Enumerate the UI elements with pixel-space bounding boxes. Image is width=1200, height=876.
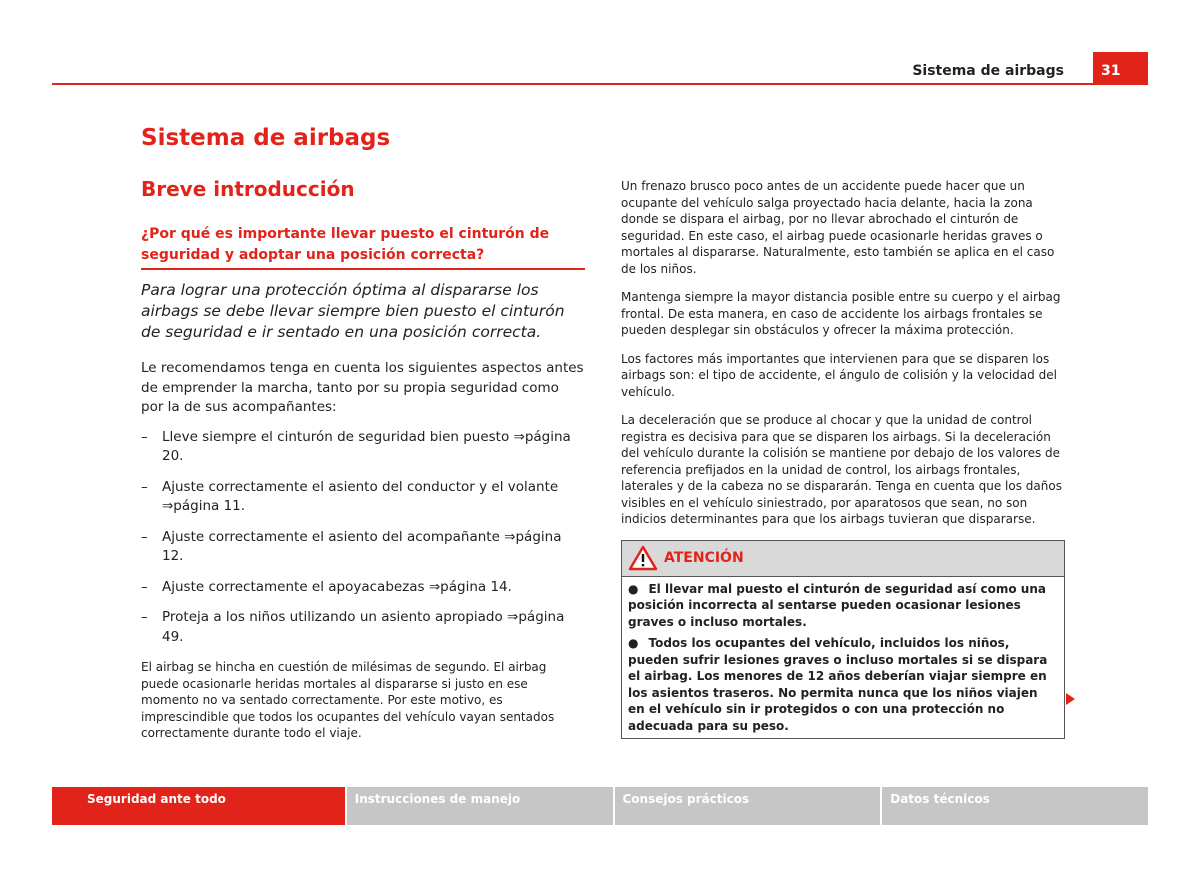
- bullet-dash: –: [141, 578, 148, 595]
- list-item: [141, 428, 585, 467]
- list-item-text[interactable]: Ajuste correctamente el apoyacabezas ⇒página 14.: [162, 578, 512, 595]
- warning-item: [628, 635, 1056, 734]
- checklist: [141, 428, 585, 648]
- chapter-title: Sistema de airbags: [141, 125, 391, 151]
- body-paragraph: Un frenazo brusco poco antes de un accidente puede hacer que un ocupante del vehículo salga proyectado hacia delante, hacia la zona donde se dispara el airbag, por no llevar abrochado el cinturón de seguridad. En este caso, el airbag puede ocasionarle heridas graves o mortales al dispararse. Naturalmente, esto también se aplica en el caso de los niños.: [621, 179, 1055, 276]
- tab-consejos[interactable]: Consejos prácticos: [615, 787, 881, 825]
- list-item: [141, 478, 585, 517]
- bullet-dash: –: [141, 528, 148, 545]
- list-item: [141, 578, 585, 598]
- warning-item-text: Todos los ocupantes del vehículo, incluidos los niños, pueden sufrir lesiones graves o incluso mortales si se dispara el airbag. Los menores de 12 años deberían viajar siempre en los asientos traseros. No permita nunca que los niños viajen en el vehículo sin ir protegidos o con una protección no adecuada para su peso.: [628, 636, 1048, 733]
- list-item: [141, 608, 585, 647]
- header-rule: [52, 83, 1148, 85]
- warning-header: [622, 541, 1064, 577]
- recommendation-paragraph: Le recomendamos tenga en cuenta los siguientes aspectos antes de emprender la marcha, tanto por su propia seguridad como por la de sus acompañantes:: [141, 360, 584, 415]
- tab-seguridad[interactable]: Seguridad ante todo: [52, 787, 345, 825]
- list-item-text[interactable]: Ajuste correctamente el asiento del acompañante ⇒página 12.: [162, 528, 562, 564]
- subsection-question: ¿Por qué es importante llevar puesto el cinturón de seguridad y adoptar una posición correcta?: [141, 224, 585, 270]
- warning-title: ATENCIÓN: [664, 550, 744, 566]
- bullet-dash: –: [141, 478, 148, 495]
- warning-item: [628, 581, 1056, 631]
- list-item: [141, 528, 585, 567]
- warning-bullet: ●: [628, 636, 639, 650]
- warning-body: [622, 577, 1064, 739]
- body-paragraph: Mantenga siempre la mayor distancia posible entre su cuerpo y el airbag frontal. De esta manera, en caso de accidente los airbags frontales se pueden desplegar sin obstáculos y ofrecer la máxima protección.: [621, 290, 1061, 337]
- footer-nav: [52, 787, 1148, 825]
- bullet-dash: –: [141, 428, 148, 445]
- body-paragraph: Los factores más importantes que intervienen para que se disparen los airbags son: el tipo de accidente, el ángulo de colisión y la velocidad del vehículo.: [621, 351, 1057, 399]
- warning-item-text: El llevar mal puesto el cinturón de seguridad así como una posición incorrecta al sentarse pueden ocasionar lesiones graves o incluso mortales.: [628, 581, 1046, 629]
- left-column: [141, 124, 585, 742]
- list-item-text[interactable]: Proteja a los niños utilizando un asiento apropiado ⇒página 49.: [162, 609, 565, 645]
- warning-bullet: ●: [628, 581, 639, 596]
- airbag-inflation-paragraph: El airbag se hincha en cuestión de milésimas de segundo. El airbag puede ocasionarle heridas mortales al dispararse si justo en ese momento no va sentado correctamente. Por este motivo, es imprescindible que todos los ocupantes del vehículo vayan sentados correctamente durante todo el viaje.: [141, 660, 555, 740]
- right-column: [621, 178, 1065, 739]
- list-item-text[interactable]: Lleve siempre el cinturón de seguridad bien puesto ⇒página 20.: [162, 428, 571, 464]
- continue-arrow-icon: [1066, 693, 1075, 705]
- list-item-text[interactable]: Ajuste correctamente el asiento del conductor y el volante ⇒página 11.: [162, 478, 559, 514]
- intro-text: Para lograr una protección óptima al dispararse los airbags se debe llevar siempre bien puesto el cinturón de seguridad e ir sentado en una posición correcta.: [141, 281, 565, 341]
- tab-instrucciones[interactable]: Instrucciones de manejo: [347, 787, 613, 825]
- warning-box: [621, 540, 1065, 740]
- page-number: 31: [1093, 52, 1148, 85]
- running-header-title: Sistema de airbags: [912, 63, 1064, 79]
- body-paragraph: La deceleración que se produce al chocar y que la unidad de control registra es decisiva para que se disparen los airbags. Si la deceleración del vehículo durante la colisión se mantiene por debajo de los valores de referencia prefijados en la unidad de control, los airbags frontales, laterales y de la cabeza no se dispararán. Tenga en cuenta que los daños visibles en el vehículo siniestrado, por aparatosos que sean, no son indicios determinantes para que los airbags tuvieran que dispararse.: [621, 413, 1062, 526]
- bullet-dash: –: [141, 609, 148, 625]
- warning-triangle-icon: [628, 545, 658, 571]
- tab-datos[interactable]: Datos técnicos: [882, 787, 1148, 825]
- section-title: Breve introducción: [141, 177, 355, 201]
